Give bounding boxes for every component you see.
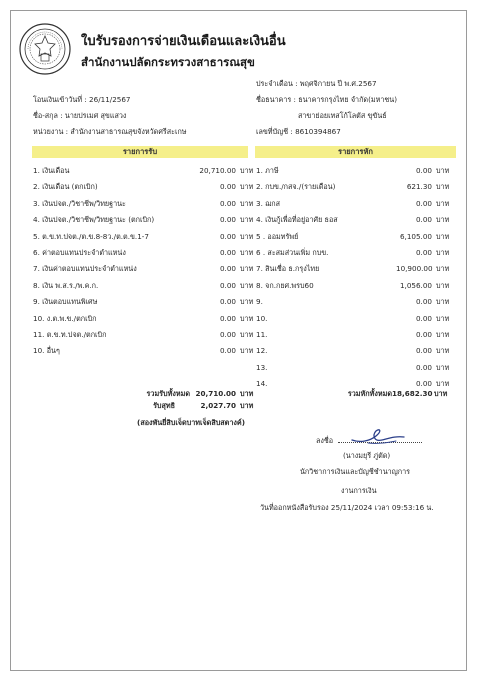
income-total-unit: บาท (240, 389, 254, 398)
income-row (33, 297, 254, 307)
handwritten-signature (346, 425, 408, 447)
income-label: 2. เงินเดือน (ตกเบิก) (33, 182, 98, 192)
employee-unit: หน่วยงาน : สำนักงานสาธารณสุขจังหวัดศรีสะเกษ (33, 127, 187, 136)
deduction-unit: บาท (436, 280, 450, 290)
deduction-row (256, 232, 456, 242)
income-row (33, 330, 254, 340)
deduction-amount: 0.00 (415, 297, 432, 307)
deduction-row (256, 330, 456, 340)
income-row (33, 248, 254, 258)
deduction-label: 12. (256, 346, 268, 356)
deduction-unit: บาท (436, 313, 450, 323)
income-amount: 0.00 (219, 248, 236, 257)
income-row (33, 231, 254, 242)
income-row (33, 215, 254, 225)
deduction-row (256, 314, 456, 324)
certificate-sheet (10, 10, 467, 671)
income-amount: 0.00 (219, 330, 236, 339)
income-amount: 0.00 (219, 313, 236, 323)
account-number: เลขที่บัญชี : 8610394867 (256, 127, 341, 136)
deduction-row (256, 379, 456, 389)
deduction-amount: 0.00 (415, 198, 432, 208)
signer-position: นักวิชาการเงินและบัญชีชำนาญการ (300, 467, 411, 476)
income-unit: บาท (240, 198, 254, 208)
deduction-row (256, 297, 456, 307)
deduction-unit: บาท (436, 215, 450, 225)
deduction-label: 13. (256, 362, 268, 372)
net-value: 2,027.70 (200, 401, 236, 410)
deduction-heading: รายการหัก (255, 146, 456, 158)
certificate-title: ใบรับรองการจ่ายเงินเดือนและเงินอื่น (81, 34, 286, 49)
deduction-label: 2. กบข./กสจ./(รายเดือน) (256, 182, 336, 192)
bank-branch: สาขาย่อยเทสโก้โลตัส ขุขันธ์ (298, 111, 387, 120)
income-amount: 0.00 (219, 231, 236, 241)
issued-datetime: วันที่ออกหนังสือรับรอง 25/11/2024 เวลา 09:53:16 น. (260, 503, 434, 512)
income-total-value: 20,710.00 (195, 389, 236, 398)
deduction-label: 14. (256, 379, 268, 389)
deduction-total-label: รวมหักทั้งหมด (347, 389, 392, 398)
deduction-unit: บาท (436, 346, 450, 356)
deduction-total-unit: บาท (434, 389, 448, 398)
deduction-row (256, 166, 456, 176)
income-label: 9. เงินตอบแทนพิเศษ (33, 297, 98, 307)
income-row (33, 313, 254, 324)
deduction-amount: 0.00 (415, 215, 432, 225)
deduction-amount: 10,900.00 (396, 264, 433, 274)
deduction-unit: บาท (436, 248, 450, 257)
deduction-row (256, 363, 456, 373)
deduction-row (256, 346, 456, 356)
signer-section: งานการเงิน (341, 486, 377, 495)
income-row (33, 182, 254, 192)
income-amount: 0.00 (219, 215, 236, 225)
deduction-unit: บาท (436, 198, 450, 208)
deduction-total-value: 18,682.30 (392, 389, 433, 398)
income-total-label: รวมรับทั้งหมด (146, 389, 190, 398)
deduction-unit: บาท (436, 231, 450, 241)
deduction-row (256, 281, 456, 291)
deduction-amount: 1,056.00 (399, 280, 432, 290)
income-unit: บาท (240, 330, 254, 339)
net-label: รับสุทธิ (153, 401, 175, 410)
income-label: 5. ต.ข.ท.ปจต./ต.ข.8-8ว./ต.ต.ข.1-7 (33, 231, 149, 241)
income-label: 8. เงิน พ.ส.ร./พ.ค.ก. (33, 280, 99, 290)
deduction-unit: บาท (436, 362, 450, 372)
deduction-amount: 0.00 (415, 346, 432, 356)
income-amount: 0.00 (219, 264, 236, 274)
ministry-seal-logo (19, 23, 71, 75)
deduction-label: 7. สินเชื่อ ธ.กรุงไทย (256, 264, 320, 274)
deduction-row (256, 248, 456, 258)
income-amount: 20,710.00 (199, 166, 236, 175)
income-unit: บาท (240, 166, 254, 175)
employee-name: ชื่อ-สกุล : นายปรเมศ สุขแสวง (33, 111, 127, 120)
deduction-row (256, 215, 456, 225)
deduction-label: 4. เงินกู้เพื่อที่อยู่อาศัย ธอส (256, 215, 338, 225)
income-label: 1. เงินเดือน (33, 166, 70, 175)
income-unit: บาท (240, 182, 254, 192)
deduction-row (256, 264, 456, 274)
deduction-label: 3. ฌกส (256, 198, 281, 208)
deduction-label: 5 . ออมทรัพย์ (256, 231, 299, 241)
signer-name: (นางมยุรี ภู่ตัด) (343, 451, 391, 460)
deduction-unit: บาท (436, 264, 450, 274)
income-unit: บาท (240, 297, 254, 307)
deduction-amount: 0.00 (415, 166, 432, 175)
income-label: 6. ค่าตอบแทนประจำตำแหน่ง (33, 248, 126, 257)
net-unit: บาท (240, 401, 254, 410)
deduction-unit: บาท (436, 379, 450, 389)
pay-month: ประจำเดือน : พฤศจิกายน ปี พ.ศ.2567 (256, 79, 377, 88)
deduction-label: 6 . สะสมส่วนเพิ่ม กบข. (256, 248, 329, 257)
deduction-amount: 6,105.00 (399, 231, 432, 241)
deduction-label: 10. (256, 313, 268, 323)
income-label: 11. ต.ข.ท.ปจต./ตกเบิก (33, 330, 107, 339)
income-unit: บาท (240, 215, 254, 225)
income-amount: 0.00 (219, 198, 236, 208)
deduction-label: 8. จก.กยศ.พรบ60 (256, 280, 314, 290)
deduction-amount: 0.00 (415, 379, 432, 389)
income-amount: 0.00 (219, 297, 236, 307)
income-label: 4. เงินปจต./วิชาชีพ/วิทยฐานะ (ตกเบิก) (33, 215, 155, 225)
income-amount: 0.00 (219, 182, 236, 192)
income-heading: รายการรับ (32, 146, 248, 158)
deduction-amount: 0.00 (415, 248, 432, 257)
deduction-row (256, 199, 456, 209)
income-unit: บาท (240, 248, 254, 257)
sign-label: ลงชื่อ (316, 436, 334, 445)
net-amount-words: (สองพันยี่สิบเจ็ดบาทเจ็ดสิบสตางค์) (137, 418, 245, 427)
deduction-amount: 0.00 (415, 330, 432, 339)
deduction-label: 9. (256, 297, 263, 307)
income-label: 10. ง.ต.พ.ข./ตกเบิก (33, 313, 97, 323)
income-unit: บาท (240, 346, 254, 356)
income-unit: บาท (240, 231, 254, 241)
income-label: 10. อื่นๆ (33, 346, 60, 356)
income-row (33, 264, 254, 274)
income-label: 3. เงินปจต./วิชาชีพ/วิทยฐานะ (33, 198, 126, 208)
income-unit: บาท (240, 280, 254, 290)
transfer-date: โอนเงินเข้าวันที่ : 26/11/2567 (33, 95, 131, 104)
deduction-unit: บาท (436, 297, 450, 307)
deduction-label: 1. ภาษี (256, 166, 279, 175)
income-row (33, 166, 254, 176)
deduction-amount: 0.00 (415, 362, 432, 372)
income-row (33, 280, 254, 291)
deduction-amount: 621.30 (406, 182, 432, 192)
deduction-label: 11. (256, 330, 268, 339)
income-unit: บาท (240, 264, 254, 274)
income-amount: 0.00 (219, 280, 236, 290)
income-row (33, 346, 254, 356)
deduction-amount: 0.00 (415, 313, 432, 323)
income-amount: 0.00 (219, 346, 236, 356)
agency-name: สำนักงานปลัดกระทรวงสาธารณสุข (81, 55, 255, 69)
deduction-unit: บาท (436, 330, 450, 339)
income-row (33, 198, 254, 209)
deduction-unit: บาท (436, 182, 450, 192)
deduction-unit: บาท (436, 166, 450, 175)
deduction-row (256, 182, 456, 192)
bank-name: ชื่อธนาคาร : ธนาคารกรุงไทย จำกัด(มหาชน) (256, 95, 398, 104)
income-unit: บาท (240, 313, 254, 323)
income-label: 7. เงินค่าตอบแทนประจำตำแหน่ง (33, 264, 137, 274)
